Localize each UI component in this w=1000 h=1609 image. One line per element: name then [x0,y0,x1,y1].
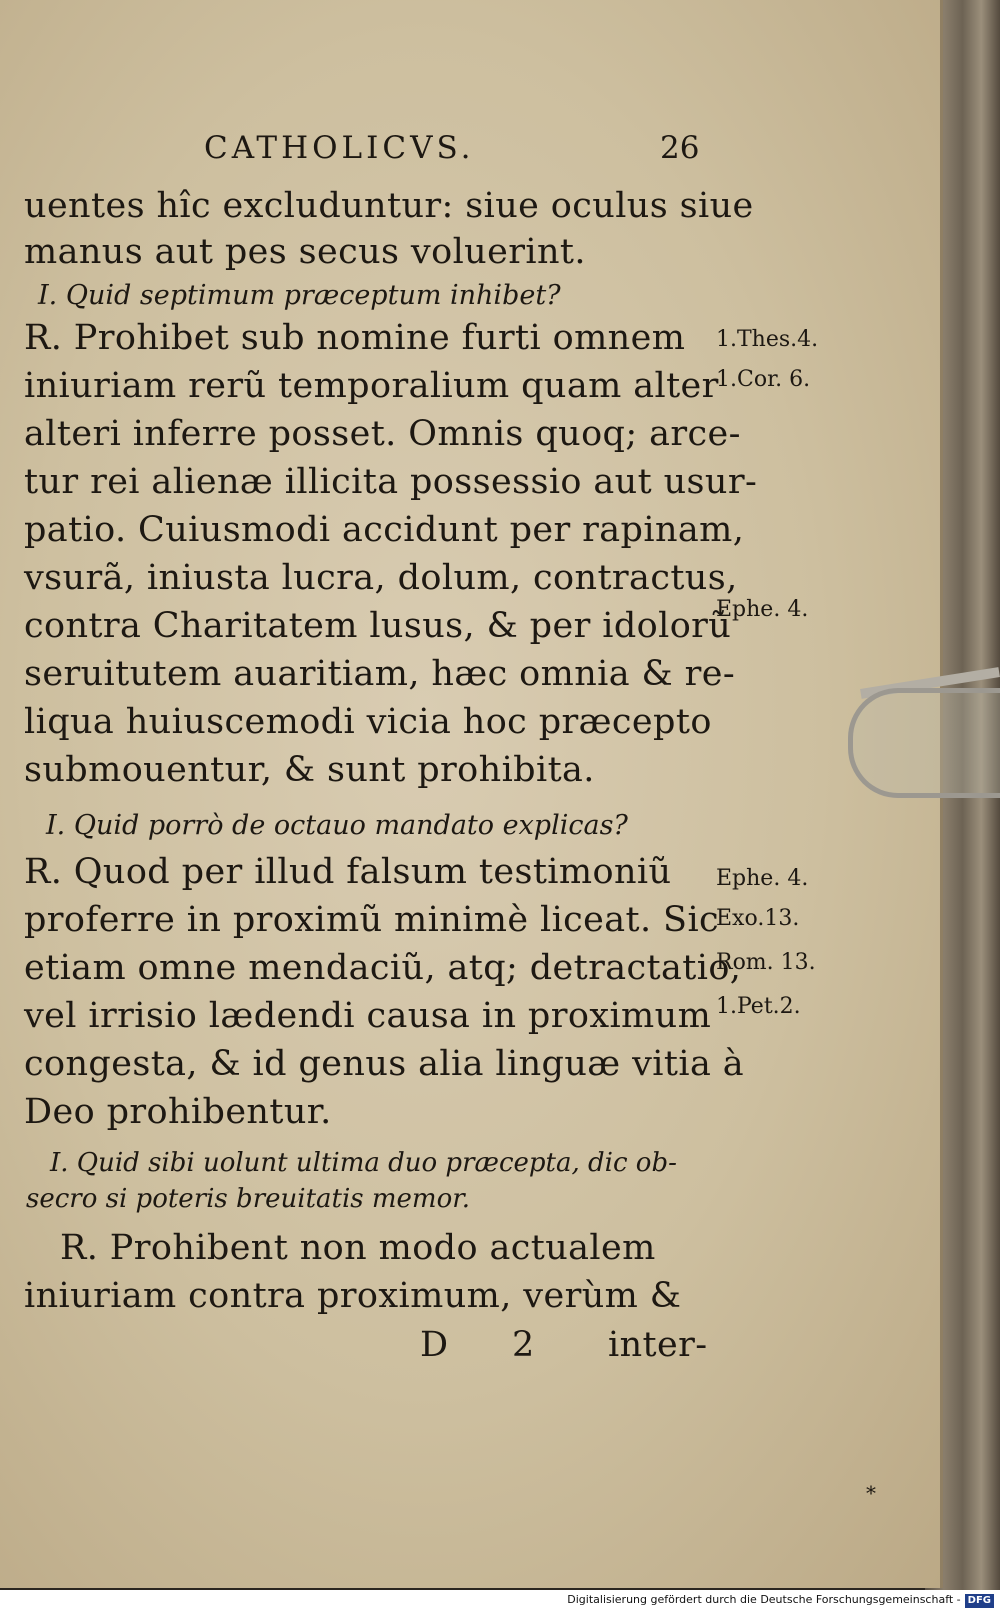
margin-note: 1.Thes.4. [716,327,819,352]
text-line: vsurã, iniusta lucra, dolum, contractus, [24,558,738,598]
text-line: seruitutem auaritiam, hæc omnia & re- [24,654,736,694]
margin-note: 1.Pet.2. [716,994,801,1019]
text-line: iniuriam rerũ temporalium quam alter [24,366,719,406]
text-line: R. Prohibent non modo actualem [60,1228,656,1268]
signature-mark: D [420,1325,449,1365]
text-line: R. Prohibet sub nomine furti omnem [24,318,686,358]
margin-note: Rom. 13. [716,950,816,975]
signature-number: 2 [512,1325,535,1365]
text-line: iniuriam contra proximum, verùm & [24,1276,682,1316]
margin-note: Exo.13. [716,906,800,931]
question-line: I. Quid septimum præceptum inhibet? [38,280,561,311]
margin-note: Ephe. 4. [716,597,809,622]
question-line: I. Quid porrò de octauo mandato explicas? [46,810,628,841]
text-line: submouentur, & sunt prohibita. [24,750,595,790]
footer-credit-text: Digitalisierung gefördert durch die Deutsche Forschungsgemeinschaft - [567,1593,961,1606]
text-line: manus aut pes secus voluerint. [24,232,586,272]
text-line: proferre in proximũ minimè liceat. Sic [24,900,720,940]
text-line: contra Charitatem lusus, & per idolorũ [24,606,732,646]
text-line: Deo prohibentur. [24,1092,332,1132]
text-line: alteri inferre posset. Omnis quoq; arce- [24,414,741,454]
question-line: I. Quid sibi uolunt ultima duo præcepta, dic ob- [50,1148,677,1178]
running-header: CATHOLICVS. [204,130,475,166]
footer-credit [0,1590,1000,1609]
margin-note: Ephe. 4. [716,866,809,891]
page-number: 26 [660,130,700,166]
text-line: etiam omne mendaciũ, atq; detractatio, [24,948,742,988]
catchword: inter- [608,1325,708,1365]
text-line: R. Quod per illud falsum testimoniũ [24,852,672,892]
text-line: uentes hîc excluduntur: siue oculus siue [24,186,754,226]
question-line: secro si poteris breuitatis memor. [26,1184,471,1214]
text-line: liqua huiuscemodi vicia hoc præcepto [24,702,712,742]
text-line: congesta, & id genus alia linguæ vitia à [24,1044,744,1084]
ornament-mark: * [866,1481,876,1505]
page-clip [848,688,1000,798]
text-line: tur rei alienæ illicita possessio aut usur- [24,462,758,502]
dfg-logo: DFG [965,1594,994,1608]
text-line: vel irrisio lædendi causa in proximum [24,996,712,1036]
margin-note: 1.Cor. 6. [716,367,811,392]
text-line: patio. Cuiusmodi accidunt per rapinam, [24,510,745,550]
